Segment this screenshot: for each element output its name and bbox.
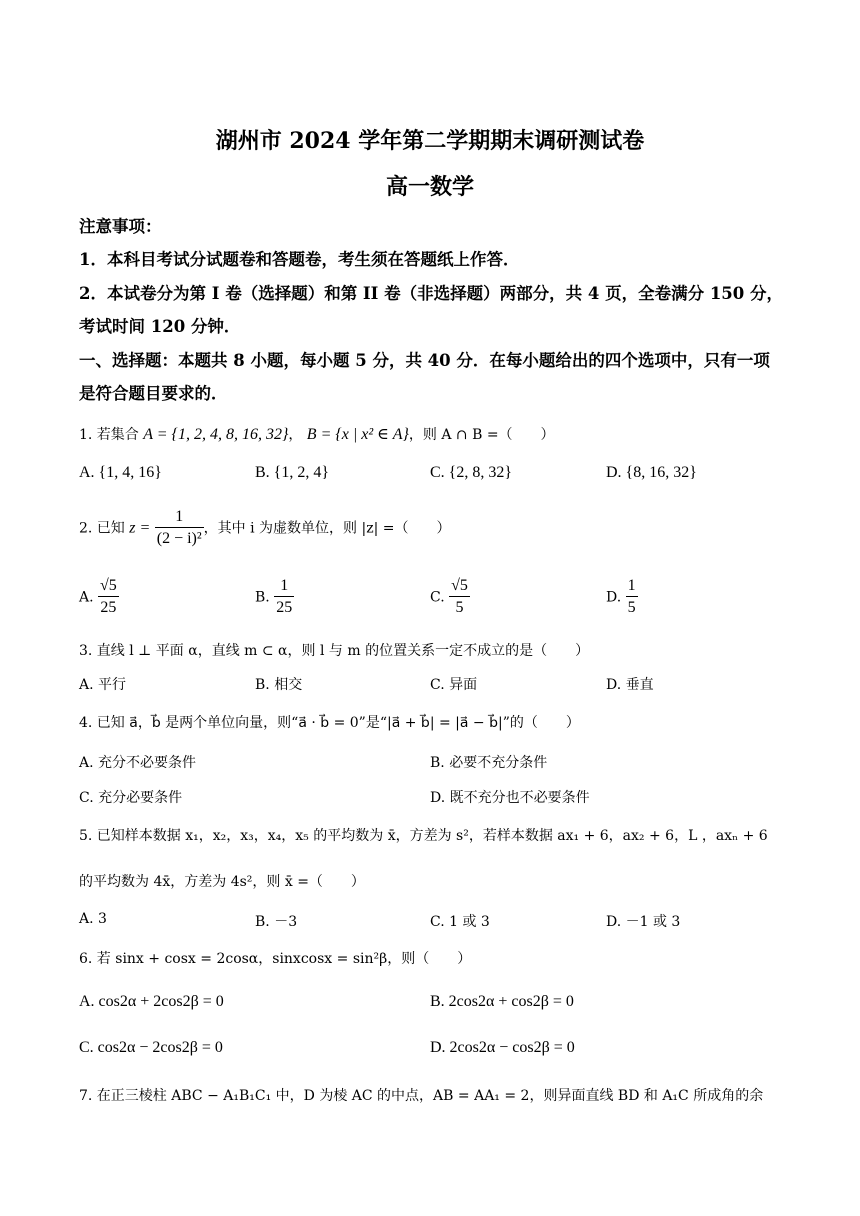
q5-option-b: B. －3 xyxy=(255,914,298,930)
q4-option-d: D. 既不充分也不必要条件 xyxy=(430,790,590,806)
notice-item-1: 1．本科目考试分试题卷和答题卷，考生须在答题纸上作答． xyxy=(79,250,520,269)
exam-title: 湖州市 2024 学年第二学期期末调研测试卷 xyxy=(215,128,645,154)
q6-option-a: A. cos2α + 2cos2β = 0 xyxy=(79,993,224,1010)
question-6: 6. 若 sinx + cosx = 2cosα，sinxcosx = sin²β，则（ ） xyxy=(79,951,472,967)
q2-option-c: C. $\frac{√5}{5}$ xyxy=(430,577,468,616)
q6-option-b: B. 2cos2α + cos2β = 0 xyxy=(430,993,574,1010)
q1-option-a: A. {1, 4, 16} xyxy=(79,464,162,481)
question-7: 7. 在正三棱柱 ABC − A₁B₁C₁ 中，D 为棱 AC 的中点，AB = AA₁ = 2，则异面直线 BD 和 A₁C 所成角的余 xyxy=(79,1088,764,1104)
q6-option-c: C. cos2α − 2cos2β = 0 xyxy=(79,1039,223,1056)
q5-option-a: A. 3 xyxy=(79,911,107,927)
q2-option-a: A. $\frac{√5}{25}$ xyxy=(79,577,117,616)
q1-set-a: A = {1, 2, 4, 8, 16, 32} xyxy=(143,426,289,443)
q1-set-b: B = {x | x² ∈ A} xyxy=(306,426,409,443)
q4-option-b: B. 必要不充分条件 xyxy=(430,755,548,771)
q4-option-c: C. 充分必要条件 xyxy=(79,790,183,806)
q6-option-d: D. 2cos2α − cos2β = 0 xyxy=(430,1039,575,1056)
q1-option-c: C. {2, 8, 32} xyxy=(430,464,513,481)
question-5-line-2: 的平均数为 4x̄，方差为 4s²，则 x̄ =（ ） xyxy=(79,874,365,890)
q5-option-d: D. －1 或 3 xyxy=(606,914,681,930)
question-4: 4. 已知 a⃗，b⃗ 是两个单位向量，则“a⃗ · b⃗ = 0”是“|a⃗ + b⃗| = |a⃗ − b⃗|”的（ ） xyxy=(79,715,580,731)
question-2: 2. 已知 z = $\frac{1}{\text{(2 − i)²}}$ ，其中 i 为虚数单位，则 |z| =（ ） xyxy=(79,507,451,550)
q1-option-d: D. {8, 16, 32} xyxy=(606,464,697,481)
q3-option-b: B. 相交 xyxy=(255,677,303,693)
section-1-heading-line-1: 一、选择题：本题共 8 小题，每小题 5 分，共 40 分．在每小题给出的四个选项中，只有一项 xyxy=(79,351,770,370)
section-1-heading-line-2: 是符合题目要求的． xyxy=(79,384,228,403)
q2-option-d: D. $\frac{1}{5}$ xyxy=(606,577,636,616)
q3-option-c: C. 异面 xyxy=(430,677,478,693)
q5-option-c: C. 1 或 3 xyxy=(430,914,490,930)
q2-fraction: $\frac{1}{\text{(2 − i)²}}$ xyxy=(156,508,202,547)
exam-subtitle: 高一数学 xyxy=(385,174,474,200)
question-5-line-1: 5. 已知样本数据 x₁，x₂，x₃，x₄，x₅ 的平均数为 x̄，方差为 s²，若样本数据 ax₁ + 6，ax₂ + 6，L ，axₙ + 6 xyxy=(79,828,768,844)
notice-item-2-line-1: 2．本试卷分为第 I 卷（选择题）和第 II 卷（非选择题）两部分，共 4 页，全卷满分 150 分， xyxy=(79,284,784,303)
q1-option-b: B. {1, 2, 4} xyxy=(255,464,330,481)
q2-option-b: B. $\frac{1}{25}$ xyxy=(255,577,293,616)
question-1: 1. 若集合 A = {1, 2, 4, 8, 16, 32}， B = {x | x² ∈ A}，则 A ∩ B =（ ） xyxy=(79,426,555,443)
q4-option-a: A. 充分不必要条件 xyxy=(79,755,197,771)
notice-heading: 注意事项： xyxy=(79,217,162,236)
q3-option-d: D. 垂直 xyxy=(606,677,654,693)
question-3: 3. 直线 l ⊥ 平面 α，直线 m ⊂ α，则 l 与 m 的位置关系一定不成立的是（ ） xyxy=(79,643,590,659)
notice-item-2-line-2: 考试时间 120 分钟． xyxy=(79,317,241,336)
q3-option-a: A. 平行 xyxy=(79,677,127,693)
